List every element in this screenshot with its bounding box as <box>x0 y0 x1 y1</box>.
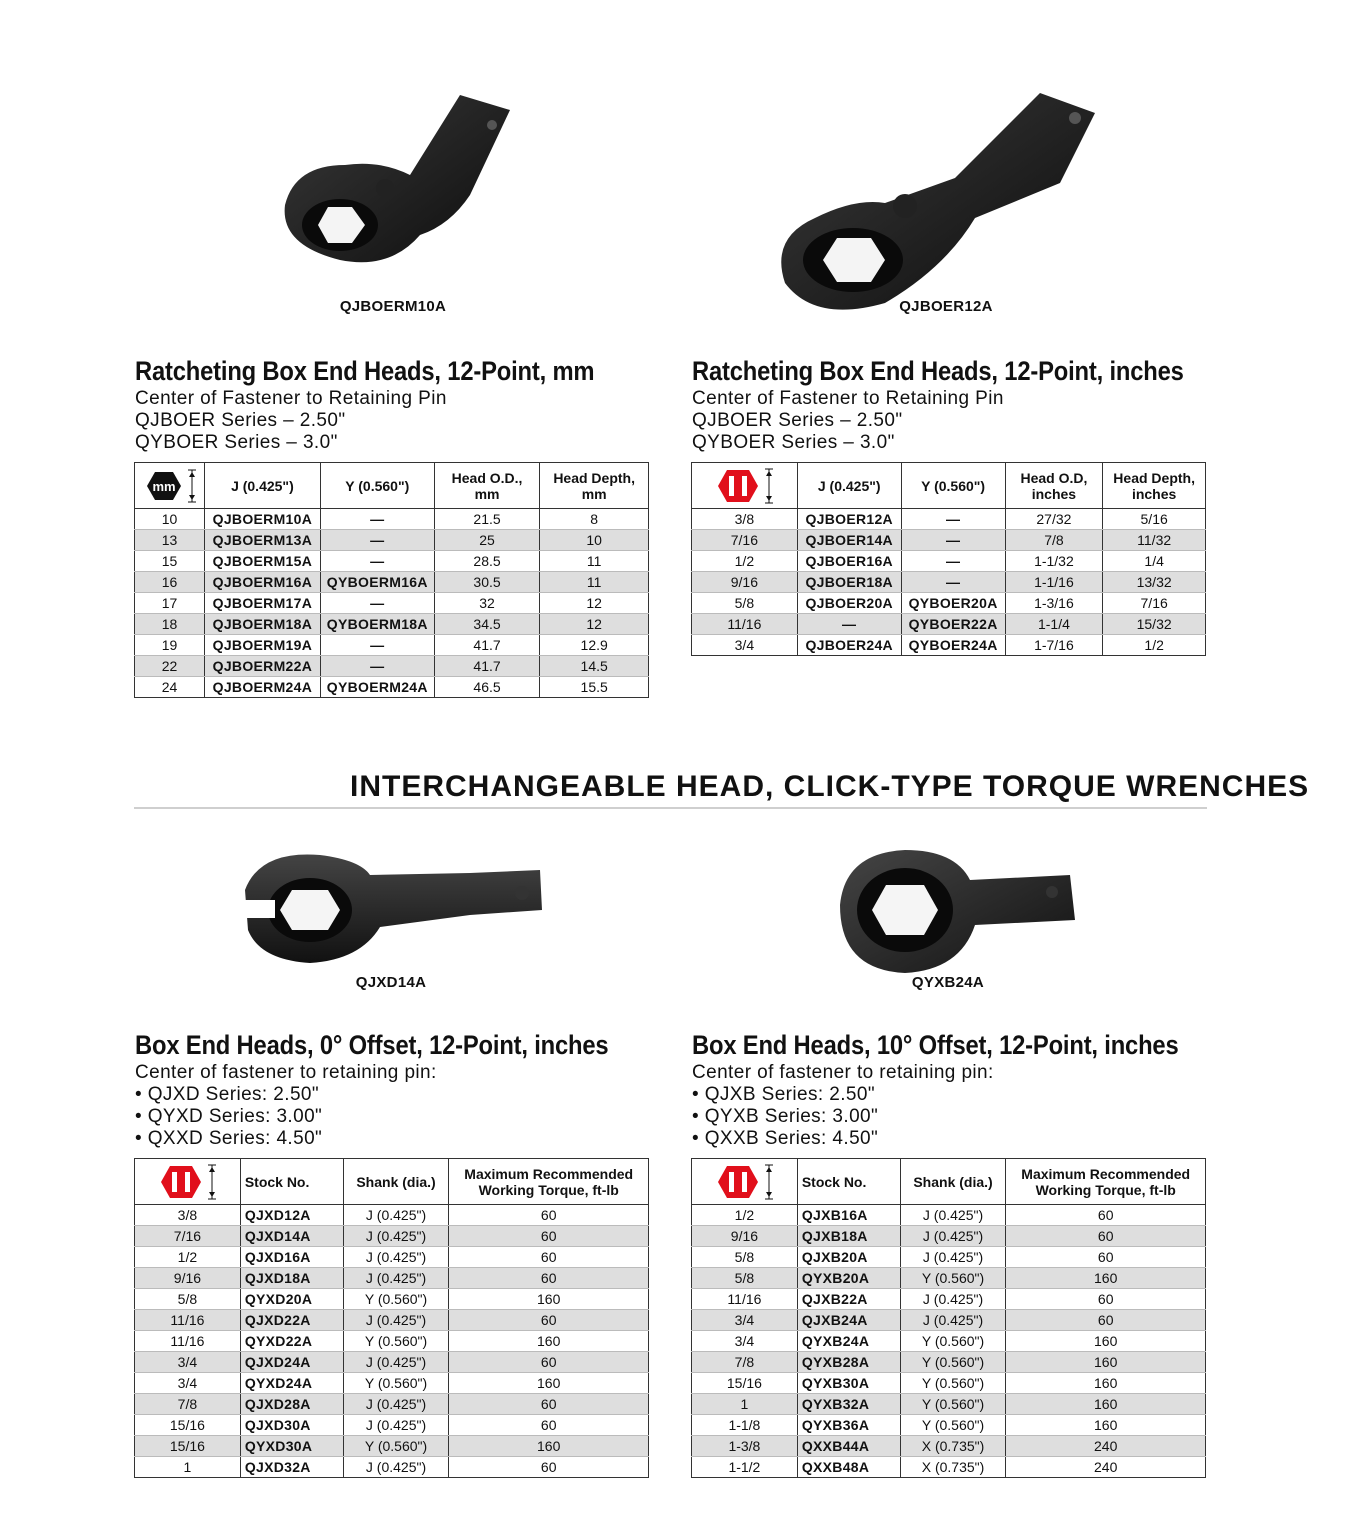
table-cell: QYBOER20A <box>901 593 1005 614</box>
block-title: Box End Heads, 10° Offset, 12-Point, inches <box>692 1030 1179 1060</box>
ten-offset-spec-table <box>691 1158 1206 1478</box>
hex-socket-icon <box>157 1163 205 1201</box>
description-line: QJBOER Series – 2.50" <box>692 410 903 431</box>
table-cell: 13 <box>135 530 205 551</box>
table-cell: QYXD24A <box>240 1373 343 1394</box>
table-cell: 60 <box>449 1352 649 1373</box>
table-cell: 11 <box>540 551 649 572</box>
table-row <box>135 551 649 572</box>
table-cell: J (0.425") <box>900 1289 1006 1310</box>
block-description <box>692 388 1004 454</box>
dimension-arrow-icon <box>207 1163 217 1201</box>
table-cell: QJXD22A <box>240 1310 343 1331</box>
table-cell: QJBOER18A <box>797 572 901 593</box>
table-cell: 24 <box>135 677 205 698</box>
table-cell: QYBOERM24A <box>320 677 434 698</box>
table-cell: 16 <box>135 572 205 593</box>
table-row <box>135 1247 649 1268</box>
table-row <box>692 614 1206 635</box>
size-header <box>692 1159 798 1205</box>
hex-socket-icon <box>714 467 762 505</box>
col-header-torque: Maximum Recommended Working Torque, ft-lb <box>449 1159 649 1205</box>
table-cell: QJBOERM15A <box>204 551 320 572</box>
table-cell: 3/4 <box>135 1352 241 1373</box>
description-line: • QJXD Series: 2.50" <box>135 1084 320 1105</box>
table-cell: 15/16 <box>692 1373 798 1394</box>
table-cell: QJXB20A <box>797 1247 900 1268</box>
table-cell: — <box>901 551 1005 572</box>
table-cell: QJBOER16A <box>797 551 901 572</box>
table-cell: QJBOER20A <box>797 593 901 614</box>
table-cell: 1-3/16 <box>1005 593 1103 614</box>
ratcheting-box-head-mm-image <box>270 85 530 285</box>
table-cell: 60 <box>1006 1247 1206 1268</box>
table-row <box>692 635 1206 656</box>
table-cell: 19 <box>135 635 205 656</box>
table-cell: QJBOERM22A <box>204 656 320 677</box>
table-cell: 12.9 <box>540 635 649 656</box>
table-row <box>135 1331 649 1352</box>
table-cell: Y (0.560") <box>900 1415 1006 1436</box>
description-line: QJBOER Series – 2.50" <box>135 410 346 431</box>
table-cell: 1 <box>692 1394 798 1415</box>
open-box-end-head-image <box>240 845 550 970</box>
table-cell: 7/16 <box>1103 593 1206 614</box>
table-cell: 1-3/8 <box>692 1436 798 1457</box>
table-cell: QJBOERM13A <box>204 530 320 551</box>
col-header-shank: Shank (dia.) <box>900 1159 1006 1205</box>
table-cell: X (0.735") <box>900 1436 1006 1457</box>
table-cell: 60 <box>449 1247 649 1268</box>
table-row <box>692 551 1206 572</box>
table-cell: 3/4 <box>135 1373 241 1394</box>
table-cell: QXXB48A <box>797 1457 900 1478</box>
table-cell: 60 <box>1006 1205 1206 1226</box>
table-cell: QJXD18A <box>240 1268 343 1289</box>
table-cell: QYXB36A <box>797 1415 900 1436</box>
table-cell: 15.5 <box>540 677 649 698</box>
table-cell: QYXB28A <box>797 1352 900 1373</box>
table-row <box>692 1352 1206 1373</box>
table-cell: J (0.425") <box>343 1415 449 1436</box>
table-cell: X (0.735") <box>900 1457 1006 1478</box>
table-cell: J (0.425") <box>343 1310 449 1331</box>
description-line: • QYXB Series: 3.00" <box>692 1106 879 1127</box>
table-cell: QYXD22A <box>240 1331 343 1352</box>
block-title: Box End Heads, 0° Offset, 12-Point, inches <box>135 1030 609 1060</box>
table-cell: 7/8 <box>135 1394 241 1415</box>
table-cell: 11/32 <box>1103 530 1206 551</box>
table-row <box>135 1268 649 1289</box>
table-row <box>692 1457 1206 1478</box>
table-cell: 9/16 <box>135 1268 241 1289</box>
table-row <box>692 1268 1206 1289</box>
description-line: QYBOER Series – 3.0" <box>135 432 338 453</box>
table-cell: QJBOERM18A <box>204 614 320 635</box>
table-cell: 3/8 <box>135 1205 241 1226</box>
table-cell: QJBOER14A <box>797 530 901 551</box>
description-line: QYBOER Series – 3.0" <box>692 432 895 453</box>
table-cell: 9/16 <box>692 1226 798 1247</box>
table-cell: 7/16 <box>692 530 798 551</box>
table-cell: 160 <box>1006 1415 1206 1436</box>
table-cell: 60 <box>449 1310 649 1331</box>
table-cell: 18 <box>135 614 205 635</box>
table-cell: 60 <box>1006 1226 1206 1247</box>
table-row <box>692 1436 1206 1457</box>
table-cell: 160 <box>1006 1331 1206 1352</box>
table-cell: — <box>320 635 434 656</box>
table-cell: 11/16 <box>135 1331 241 1352</box>
table-cell: 5/8 <box>692 593 798 614</box>
table-cell: 160 <box>1006 1352 1206 1373</box>
table-cell: 1/2 <box>692 1205 798 1226</box>
table-cell: — <box>797 614 901 635</box>
table-cell: 160 <box>449 1436 649 1457</box>
table-cell: 12 <box>540 614 649 635</box>
table-cell: 60 <box>449 1205 649 1226</box>
table-cell: QJBOERM24A <box>204 677 320 698</box>
table-row <box>692 1415 1206 1436</box>
description-line: • QYXD Series: 3.00" <box>135 1106 323 1127</box>
table-cell: 60 <box>1006 1289 1206 1310</box>
product-caption: QJBOERM10A <box>339 298 447 315</box>
table-cell: — <box>320 656 434 677</box>
table-cell: QJXD24A <box>240 1352 343 1373</box>
table-row <box>692 1331 1206 1352</box>
table-row <box>135 1436 649 1457</box>
table-row <box>135 1373 649 1394</box>
table-cell: 32 <box>434 593 540 614</box>
description-line: • QXXB Series: 4.50" <box>692 1128 879 1149</box>
table-row <box>692 1247 1206 1268</box>
description-line: • QXXD Series: 4.50" <box>135 1128 323 1149</box>
table-cell: 160 <box>1006 1373 1206 1394</box>
table-row <box>692 1226 1206 1247</box>
table-cell: 10 <box>540 530 649 551</box>
col-header-j: J (0.425") <box>797 463 901 509</box>
table-row <box>135 614 649 635</box>
size-header <box>692 463 798 509</box>
table-row <box>692 593 1206 614</box>
table-cell: J (0.425") <box>343 1268 449 1289</box>
table-cell: 25 <box>434 530 540 551</box>
table-cell: 60 <box>449 1457 649 1478</box>
table-cell: QYBOER22A <box>901 614 1005 635</box>
description-line: Center of fastener to retaining pin: <box>692 1062 994 1083</box>
zero-offset-spec-table <box>134 1158 649 1478</box>
col-header-y: Y (0.560") <box>901 463 1005 509</box>
table-cell: QJBOERM19A <box>204 635 320 656</box>
table-cell: 15/16 <box>135 1436 241 1457</box>
table-cell: 60 <box>449 1415 649 1436</box>
table-cell: 17 <box>135 593 205 614</box>
table-cell: 1/2 <box>1103 635 1206 656</box>
block-title: Ratcheting Box End Heads, 12-Point, mm <box>135 356 595 386</box>
table-cell: J (0.425") <box>900 1226 1006 1247</box>
table-cell: 160 <box>449 1373 649 1394</box>
table-cell: 240 <box>1006 1457 1206 1478</box>
table-cell: Y (0.560") <box>900 1394 1006 1415</box>
table-cell: QYXD20A <box>240 1289 343 1310</box>
table-cell: 46.5 <box>434 677 540 698</box>
table-cell: QJXB16A <box>797 1205 900 1226</box>
table-cell: 3/4 <box>692 1331 798 1352</box>
section-divider <box>134 807 1207 809</box>
table-row <box>692 530 1206 551</box>
dimension-arrow-icon <box>187 468 197 504</box>
table-cell: 3/8 <box>692 509 798 530</box>
table-cell: 1-1/2 <box>692 1457 798 1478</box>
table-row <box>135 656 649 677</box>
table-cell: J (0.425") <box>343 1226 449 1247</box>
table-row <box>692 509 1206 530</box>
table-row <box>692 572 1206 593</box>
table-cell: QJXD32A <box>240 1457 343 1478</box>
table-row <box>692 1394 1206 1415</box>
table-cell: 5/8 <box>135 1289 241 1310</box>
block-title: Ratcheting Box End Heads, 12-Point, inches <box>692 356 1184 386</box>
table-cell: QYBOERM16A <box>320 572 434 593</box>
mm-spec-table <box>134 462 649 698</box>
table-cell: Y (0.560") <box>343 1436 449 1457</box>
table-cell: 1/2 <box>692 551 798 572</box>
table-cell: J (0.425") <box>343 1457 449 1478</box>
table-cell: — <box>320 593 434 614</box>
table-cell: 60 <box>449 1268 649 1289</box>
table-cell: 7/8 <box>1005 530 1103 551</box>
table-cell: QJBOERM10A <box>204 509 320 530</box>
table-row <box>135 1415 649 1436</box>
table-cell: 60 <box>449 1394 649 1415</box>
description-line: Center of fastener to retaining pin: <box>135 1062 437 1083</box>
col-header-j: J (0.425") <box>204 463 320 509</box>
mm-icon-label: mm <box>152 478 177 494</box>
table-cell: QYBOER24A <box>901 635 1005 656</box>
table-cell: QJXB18A <box>797 1226 900 1247</box>
description-line: Center of Fastener to Retaining Pin <box>692 388 1004 409</box>
table-cell: 34.5 <box>434 614 540 635</box>
table-cell: Y (0.560") <box>343 1373 449 1394</box>
table-row <box>692 1205 1206 1226</box>
table-cell: 160 <box>449 1289 649 1310</box>
table-cell: QJBOERM17A <box>204 593 320 614</box>
dimension-arrow-icon <box>764 1163 774 1201</box>
col-header-stock-no: Stock No. <box>240 1159 343 1205</box>
table-cell: 30.5 <box>434 572 540 593</box>
table-cell: 1-1/16 <box>1005 572 1103 593</box>
table-row <box>135 572 649 593</box>
table-cell: J (0.425") <box>343 1394 449 1415</box>
col-header-shank: Shank (dia.) <box>343 1159 449 1205</box>
col-header-head-depth: Head Depth, mm <box>540 463 649 509</box>
col-header-torque: Maximum Recommended Working Torque, ft-lb <box>1006 1159 1206 1205</box>
table-cell: J (0.425") <box>900 1205 1006 1226</box>
product-caption: QJXD14A <box>355 974 427 991</box>
table-row <box>135 1352 649 1373</box>
table-cell: 15/16 <box>135 1415 241 1436</box>
table-row <box>135 1457 649 1478</box>
table-cell: 11 <box>540 572 649 593</box>
table-cell: 60 <box>1006 1310 1206 1331</box>
table-cell: QYXB30A <box>797 1373 900 1394</box>
table-cell: Y (0.560") <box>900 1373 1006 1394</box>
table-cell: 27/32 <box>1005 509 1103 530</box>
table-row <box>135 1289 649 1310</box>
table-cell: 12 <box>540 593 649 614</box>
table-cell: Y (0.560") <box>343 1289 449 1310</box>
table-cell: 22 <box>135 656 205 677</box>
table-cell: J (0.425") <box>900 1247 1006 1268</box>
table-cell: QJBOERM16A <box>204 572 320 593</box>
table-cell: — <box>320 551 434 572</box>
col-header-head-depth: Head Depth, inches <box>1103 463 1206 509</box>
table-cell: 1 <box>135 1457 241 1478</box>
table-cell: 11/16 <box>692 614 798 635</box>
table-cell: — <box>901 572 1005 593</box>
hex-socket-icon <box>714 1163 762 1201</box>
table-cell: Y (0.560") <box>900 1352 1006 1373</box>
table-cell: — <box>320 530 434 551</box>
table-cell: Y (0.560") <box>900 1268 1006 1289</box>
table-cell: 5/16 <box>1103 509 1206 530</box>
ratcheting-box-head-inch-image <box>775 88 1105 318</box>
table-cell: QJXD30A <box>240 1415 343 1436</box>
col-header-head-od: Head O.D., mm <box>434 463 540 509</box>
table-cell: QYXB20A <box>797 1268 900 1289</box>
table-row <box>135 635 649 656</box>
table-cell: 21.5 <box>434 509 540 530</box>
table-cell: 1-1/32 <box>1005 551 1103 572</box>
table-cell: QJBOER24A <box>797 635 901 656</box>
table-cell: Y (0.560") <box>343 1331 449 1352</box>
table-cell: 1/4 <box>1103 551 1206 572</box>
table-row <box>135 1226 649 1247</box>
table-cell: QJXD16A <box>240 1247 343 1268</box>
table-row <box>135 509 649 530</box>
table-cell: QJBOER12A <box>797 509 901 530</box>
table-cell: J (0.425") <box>900 1310 1006 1331</box>
table-row <box>135 1205 649 1226</box>
table-cell: 41.7 <box>434 635 540 656</box>
dimension-arrow-icon <box>764 467 774 505</box>
table-cell: Y (0.560") <box>900 1331 1006 1352</box>
col-header-stock-no: Stock No. <box>797 1159 900 1205</box>
block-description <box>135 1062 437 1150</box>
table-cell: 10 <box>135 509 205 530</box>
table-cell: QJXD14A <box>240 1226 343 1247</box>
col-header-head-od: Head O.D, inches <box>1005 463 1103 509</box>
table-cell: 11/16 <box>692 1289 798 1310</box>
table-cell: 15/32 <box>1103 614 1206 635</box>
size-header <box>135 463 205 509</box>
description-line: Center of Fastener to Retaining Pin <box>135 388 447 409</box>
table-cell: QYBOERM18A <box>320 614 434 635</box>
table-row <box>135 677 649 698</box>
table-row <box>135 530 649 551</box>
table-cell: 41.7 <box>434 656 540 677</box>
table-cell: 5/8 <box>692 1247 798 1268</box>
table-cell: 9/16 <box>692 572 798 593</box>
table-cell: 14.5 <box>540 656 649 677</box>
table-cell: 5/8 <box>692 1268 798 1289</box>
table-cell: 1/2 <box>135 1247 241 1268</box>
table-cell: QJXB22A <box>797 1289 900 1310</box>
table-row <box>692 1310 1206 1331</box>
table-cell: — <box>320 509 434 530</box>
table-cell: J (0.425") <box>343 1247 449 1268</box>
table-cell: QJXD28A <box>240 1394 343 1415</box>
table-row <box>692 1373 1206 1394</box>
table-cell: 13/32 <box>1103 572 1206 593</box>
product-caption: QYXB24A <box>911 974 985 991</box>
table-cell: QJXD12A <box>240 1205 343 1226</box>
table-cell: 15 <box>135 551 205 572</box>
table-cell: 1-1/8 <box>692 1415 798 1436</box>
table-cell: — <box>901 509 1005 530</box>
table-cell: J (0.425") <box>343 1352 449 1373</box>
table-cell: 1-1/4 <box>1005 614 1103 635</box>
table-row <box>692 1289 1206 1310</box>
table-cell: QYXB24A <box>797 1331 900 1352</box>
col-header-y: Y (0.560") <box>320 463 434 509</box>
section-heading: INTERCHANGEABLE HEAD, CLICK-TYPE TORQUE WRENCHES <box>350 770 1310 803</box>
inch-spec-table <box>691 462 1206 656</box>
description-line: • QJXB Series: 2.50" <box>692 1084 875 1105</box>
table-cell: QXXB44A <box>797 1436 900 1457</box>
table-cell: 1-7/16 <box>1005 635 1103 656</box>
table-cell: J (0.425") <box>343 1205 449 1226</box>
table-cell: 3/4 <box>692 1310 798 1331</box>
block-description <box>692 1062 994 1150</box>
block-description <box>135 388 447 454</box>
table-cell: 11/16 <box>135 1310 241 1331</box>
table-cell: 160 <box>1006 1394 1206 1415</box>
table-cell: 160 <box>449 1331 649 1352</box>
table-row <box>135 593 649 614</box>
table-row <box>135 1394 649 1415</box>
product-caption: QJBOER12A <box>899 298 993 315</box>
box-end-head-10deg-image <box>830 845 1085 980</box>
table-cell: QYXB32A <box>797 1394 900 1415</box>
table-cell: 7/16 <box>135 1226 241 1247</box>
table-cell: QYXD30A <box>240 1436 343 1457</box>
table-cell: 8 <box>540 509 649 530</box>
table-cell: 3/4 <box>692 635 798 656</box>
table-cell: 240 <box>1006 1436 1206 1457</box>
table-cell: — <box>901 530 1005 551</box>
table-cell: 7/8 <box>692 1352 798 1373</box>
table-cell: 60 <box>449 1226 649 1247</box>
table-cell: 160 <box>1006 1268 1206 1289</box>
mm-hex-icon <box>141 469 185 503</box>
table-row <box>135 1310 649 1331</box>
size-header <box>135 1159 241 1205</box>
table-cell: 28.5 <box>434 551 540 572</box>
table-cell: QJXB24A <box>797 1310 900 1331</box>
